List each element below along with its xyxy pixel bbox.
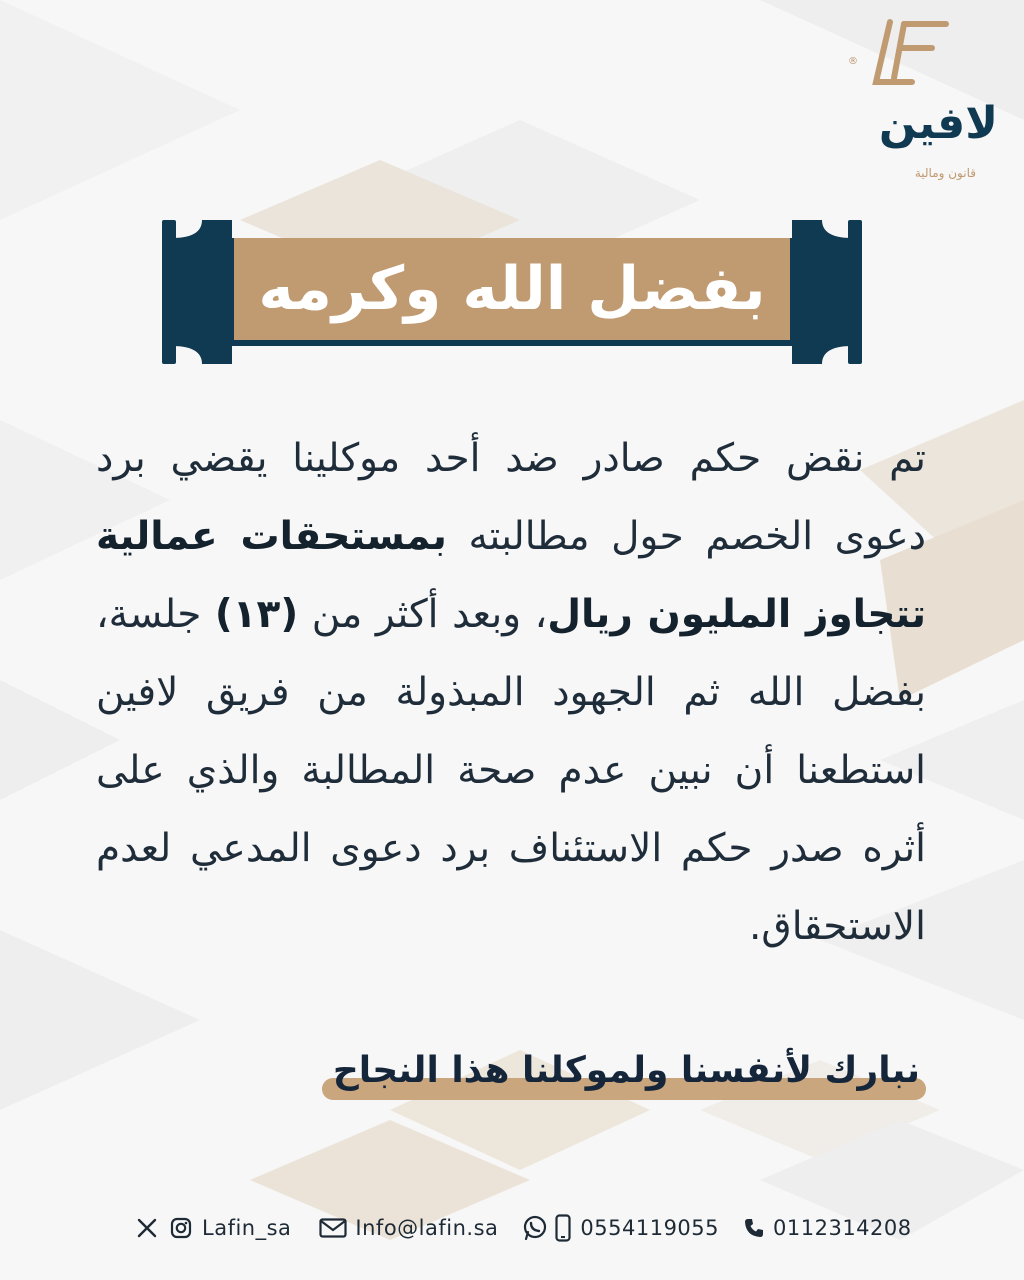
registered-mark: ® — [848, 56, 858, 67]
paragraph-part-2: ، وبعد أكثر من — [298, 592, 548, 637]
social-handle-text: Lafin_sa — [202, 1216, 292, 1240]
brand-logo — [818, 18, 998, 188]
paragraph-part-3: جلسة، بفضل الله ثم الجهود المبذولة من فريق لافين استطعنا أن نبين عدم صحة المطالبة والذي على أثره صدر حكم الاستئناف برد دعوى المدعي لعدم الاستحقاق. — [96, 592, 926, 949]
x-icon[interactable] — [134, 1215, 160, 1241]
lf-monogram-icon — [846, 18, 956, 94]
mail-icon — [317, 1215, 349, 1241]
instagram-icon[interactable] — [166, 1215, 196, 1241]
contact-footer — [134, 1208, 912, 1248]
brand-name: لافين — [878, 98, 998, 149]
claim-amount-highlight: بمستحقات عمالية تتجاوز المليون ريال — [96, 514, 926, 637]
announcement-paragraph — [96, 420, 926, 966]
mobile-contact[interactable] — [520, 1213, 719, 1243]
phone-icon — [741, 1215, 767, 1241]
congrats-text: نبارك لأنفسنا ولموكلنا هذا النجاح — [332, 1050, 920, 1091]
whatsapp-icon — [520, 1215, 550, 1241]
social-handle[interactable] — [134, 1215, 291, 1241]
paragraph-part-1: تم نقض حكم صادر ضد أحد موكلينا يقضي برد دعوى الخصم حول مطالبته — [96, 436, 926, 559]
phone-contact[interactable] — [741, 1215, 912, 1241]
title-banner — [162, 220, 862, 364]
mobile-phone-icon — [552, 1213, 574, 1243]
email-contact[interactable] — [317, 1215, 498, 1241]
email-text: Info@lafin.sa — [355, 1216, 499, 1240]
phone-number: 0112314208 — [773, 1216, 912, 1240]
brand-tagline: قانون ومالية — [914, 166, 976, 180]
mobile-number: 0554119055 — [580, 1216, 720, 1240]
banner-title: بفضل الله وكرمه — [234, 238, 790, 340]
sessions-count-highlight: (١٣) — [214, 592, 299, 637]
